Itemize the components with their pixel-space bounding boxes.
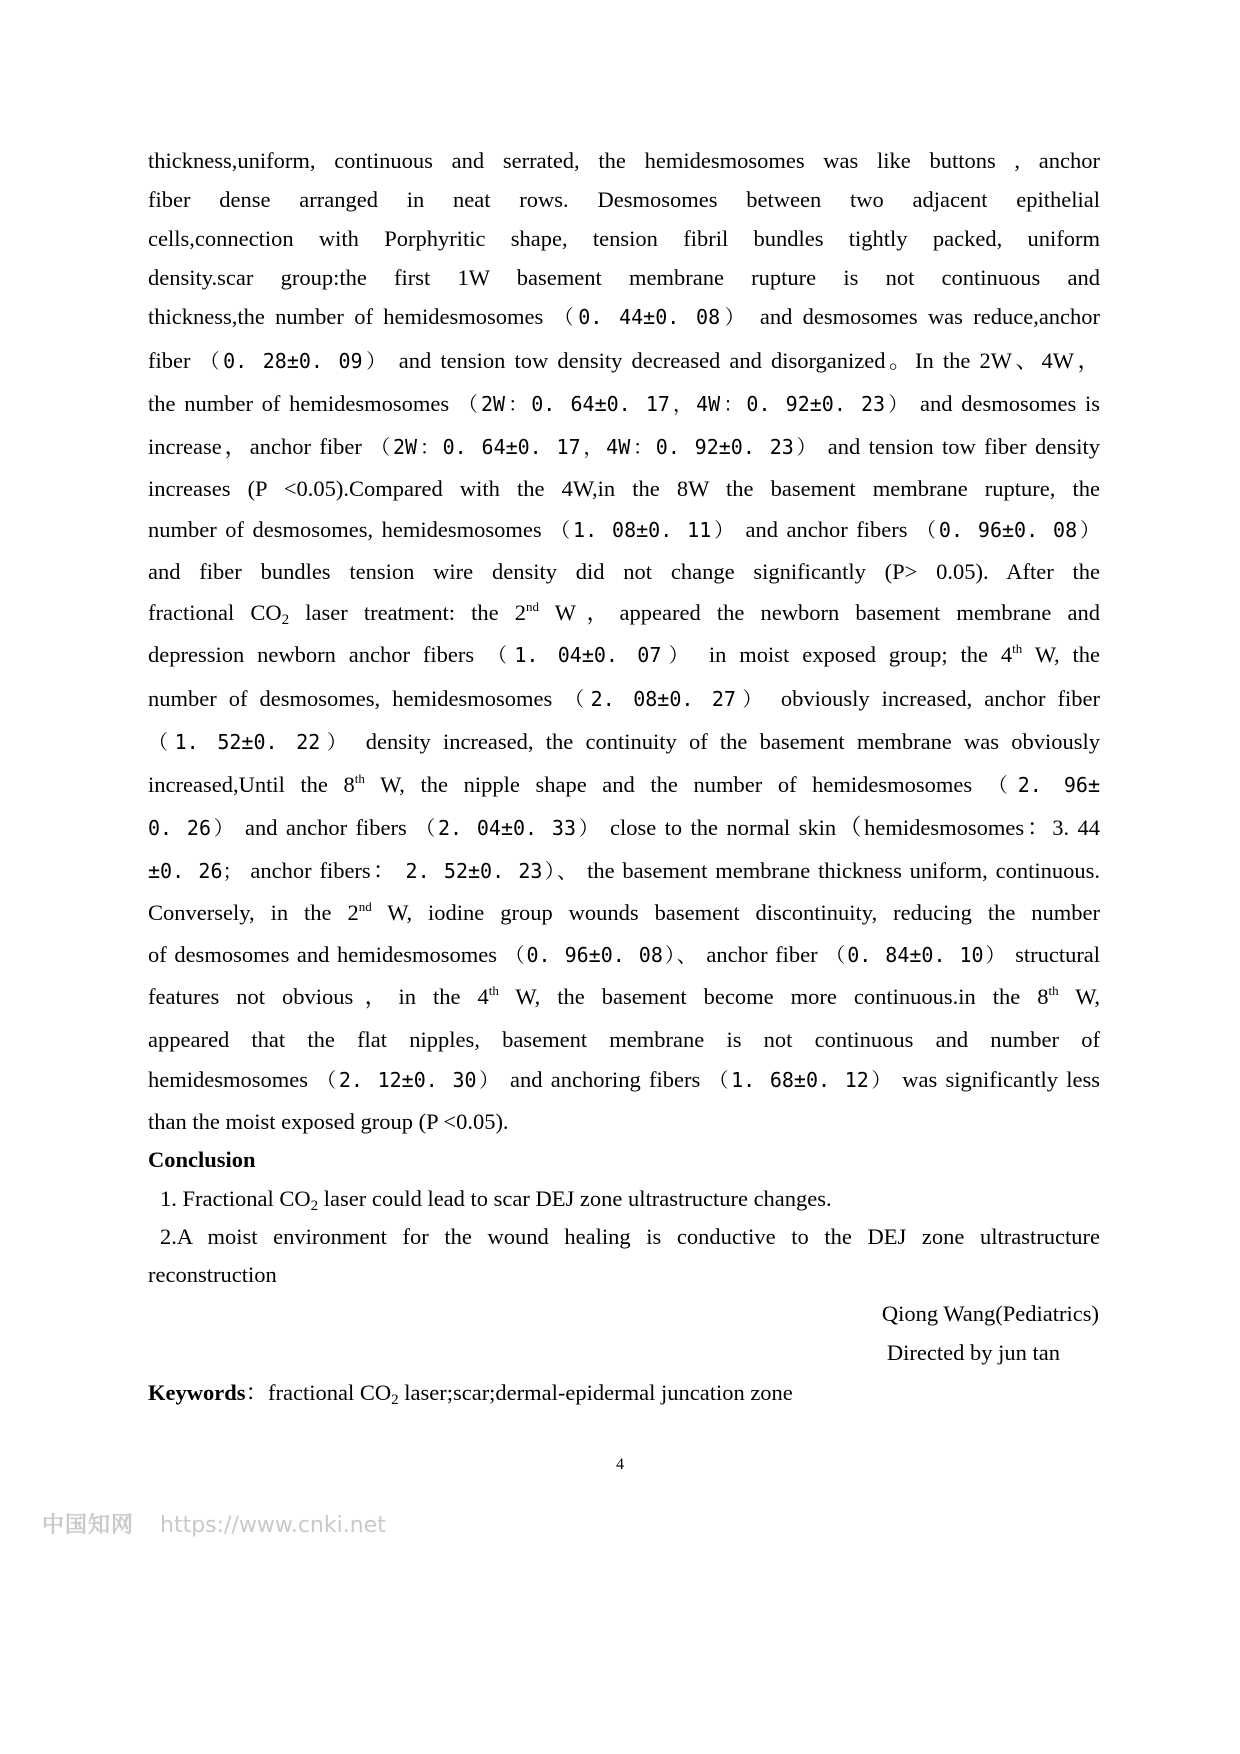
- measurement-value: （2. 08±0. 27）: [564, 687, 769, 711]
- conclusion-item-2-line-2: reconstruction: [148, 1262, 277, 1287]
- text-span: and desmosomes is: [920, 391, 1100, 416]
- body-line-7: [148, 389, 1100, 419]
- body-line-24: than the moist exposed group (P <0.05).: [148, 1109, 509, 1134]
- text-span: increased,Until the 8th: [148, 771, 365, 797]
- measurement-value: 2. 52±0. 23）、: [405, 859, 580, 883]
- cnki-watermark: [42, 1508, 386, 1539]
- text-span: Conversely, in the 2nd: [148, 899, 372, 925]
- superscript: th: [1048, 983, 1059, 998]
- superscript: th: [1012, 641, 1023, 656]
- text-span: W,: [1075, 984, 1100, 1009]
- conclusion-heading: Conclusion: [148, 1147, 256, 1172]
- body-line-18: [148, 856, 1100, 886]
- text-span: and tension tow density decreased and disorganized。In the 2W、4W，: [398, 348, 1101, 373]
- body-line-13: [148, 640, 1100, 670]
- keywords-separator: ：: [245, 1380, 269, 1405]
- superscript: nd: [358, 899, 372, 914]
- body-line-17: [148, 813, 1100, 843]
- text-span: obviously increased, anchor fiber: [780, 686, 1101, 711]
- text-span: the number of hemidesmosomes: [148, 391, 450, 416]
- body-line-11: and fiber bundles tension wire density did not change significantly (P> 0.05). After the: [148, 559, 1100, 584]
- superscript: th: [488, 983, 499, 998]
- keywords-line: [148, 1378, 793, 1408]
- watermark-brand: 中国知网: [42, 1513, 135, 1538]
- body-line-15: [148, 727, 1100, 757]
- body-line-19: [148, 898, 1100, 928]
- text-span: fiber: [148, 348, 191, 373]
- body-line-22: appeared that the flat nipples, basement membrane is not continuous and number of: [148, 1027, 1100, 1052]
- subscript: 2: [391, 1392, 399, 1408]
- text-span: depression newborn anchor fibers: [148, 642, 475, 667]
- text-span: close to the normal skin（hemidesmosomes：3. 44: [610, 815, 1101, 840]
- body-line-23: [148, 1065, 1100, 1095]
- body-line-16: [148, 770, 1100, 800]
- text-span: anchor fiber: [706, 942, 818, 967]
- measurement-value: （0. 28±0. 09）: [199, 349, 390, 373]
- measurement-value: ±0. 26；: [148, 859, 243, 883]
- body-line-5: [148, 302, 1100, 332]
- text-span: anchor fibers：: [250, 858, 398, 883]
- superscript: nd: [526, 599, 540, 614]
- text-span: features not obvious，in the 4th: [148, 983, 499, 1009]
- text-span: and anchoring fibers: [510, 1067, 701, 1092]
- text-span: and tension tow fiber density: [827, 434, 1101, 459]
- keywords-label: Keywords: [148, 1380, 246, 1405]
- text-span: density increased, the continuity of the basement membrane was obviously: [365, 729, 1100, 754]
- measurement-value: （2W：0. 64±0. 17，4W：0. 92±0. 23）: [370, 435, 820, 459]
- measurement-value: 0. 26）: [148, 816, 237, 840]
- text-span: the basement membrane thickness uniform, continuous.: [587, 858, 1101, 883]
- text-span: structural: [1015, 942, 1101, 967]
- measurement-value: （1. 04±0. 07）: [487, 643, 696, 667]
- text-span: laser treatment: the 2nd: [305, 599, 540, 625]
- body-line-12: [148, 598, 1100, 628]
- body-line-9: increases (P <0.05).Compared with the 4W,in the 8W the basement membrane rupture, the: [148, 476, 1100, 501]
- body-line-8: [148, 432, 1100, 462]
- measurement-value: （1. 52±0. 22）: [148, 730, 354, 754]
- body-line-10: [148, 515, 1100, 545]
- conclusion-item-2-line-1: 2.A moist environment for the wound healing is conductive to the DEJ zone ultrastructure: [160, 1224, 1100, 1249]
- subscript: 2: [281, 612, 290, 628]
- measurement-value: （2. 12±0. 30）: [316, 1068, 502, 1092]
- text-span: increase，anchor fiber: [148, 434, 362, 459]
- body-line-14: [148, 684, 1100, 714]
- text-span: was significantly less: [902, 1067, 1101, 1092]
- measurement-value: （2. 04±0. 33）: [415, 816, 602, 840]
- watermark-url: https://www.cnki.net: [160, 1513, 386, 1538]
- body-line-20: [148, 940, 1100, 970]
- director-signature: Directed by jun tan: [886, 1340, 1060, 1365]
- text-span: hemidesmosomes: [148, 1067, 308, 1092]
- superscript: th: [354, 771, 365, 786]
- body-line-1: thickness,uniform, continuous and serrated, the hemidesmosomes was like buttons , anchor: [148, 148, 1100, 173]
- text-span: and anchor fibers: [245, 815, 407, 840]
- text-span: number of desmosomes, hemidesmosomes: [148, 517, 542, 542]
- text-span: W，appeared the newborn basement membrane and: [554, 600, 1100, 625]
- text-span: of desmosomes and hemidesmosomes: [148, 942, 497, 967]
- subscript: 2: [310, 1198, 319, 1214]
- text-span: in moist exposed group; the 4th: [708, 641, 1023, 667]
- body-line-3: cells,connection with Porphyritic shape, tension fibril bundles tightly packed, uniform: [148, 226, 1100, 251]
- text-span: W, the: [1034, 642, 1101, 667]
- text-span: thickness,the number of hemidesmosomes: [148, 304, 544, 329]
- text-span: and desmosomes was reduce,anchor: [759, 304, 1101, 329]
- measurement-value: （0. 44±0. 08）: [553, 305, 750, 329]
- page-number: 4: [616, 1456, 624, 1473]
- conclusion-item-1: 1. Fractional $CO_2$ laser could lead to scar DEJ zone ultrastructure changes.: [160, 1186, 832, 1214]
- text-span: and anchor fibers: [745, 517, 908, 542]
- text-span: W, iodine group wounds basement discontinuity, reducing the number: [387, 900, 1100, 925]
- text-span: W, the basement become more continuous.in the 8th: [515, 983, 1059, 1009]
- keywords-text: fractional $CO_2$ laser;scar;dermal-epidermal juncation zone: [268, 1380, 793, 1408]
- body-line-4: density.scar group:the first 1W basement membrane rupture is not continuous and: [148, 265, 1100, 290]
- measurement-value: （0. 96±0. 08）: [916, 518, 1101, 542]
- measurement-value: （0. 96±0. 08）、: [504, 943, 699, 967]
- measurement-value: （0. 84±0. 10）: [825, 943, 1008, 967]
- measurement-value: （1. 68±0. 12）: [708, 1068, 895, 1092]
- measurement-value: （2W：0. 64±0. 17，4W：0. 92±0. 23）: [457, 392, 912, 416]
- author-signature: Qiong Wang(Pediatrics): [881, 1301, 1099, 1326]
- body-line-6: [148, 346, 1100, 376]
- body-line-2: fiber dense arranged in neat rows. Desmosomes between two adjacent epithelial: [148, 187, 1100, 212]
- text-span: number of desmosomes, hemidesmosomes: [148, 686, 553, 711]
- measurement-value: （2. 96±: [987, 773, 1100, 797]
- text-span: fractional $CO_2$: [148, 600, 290, 628]
- text-span: W, the nipple shape and the number of hemidesmosomes: [380, 772, 973, 797]
- measurement-value: （1. 08±0. 11）: [550, 518, 738, 542]
- body-line-21: [148, 982, 1100, 1012]
